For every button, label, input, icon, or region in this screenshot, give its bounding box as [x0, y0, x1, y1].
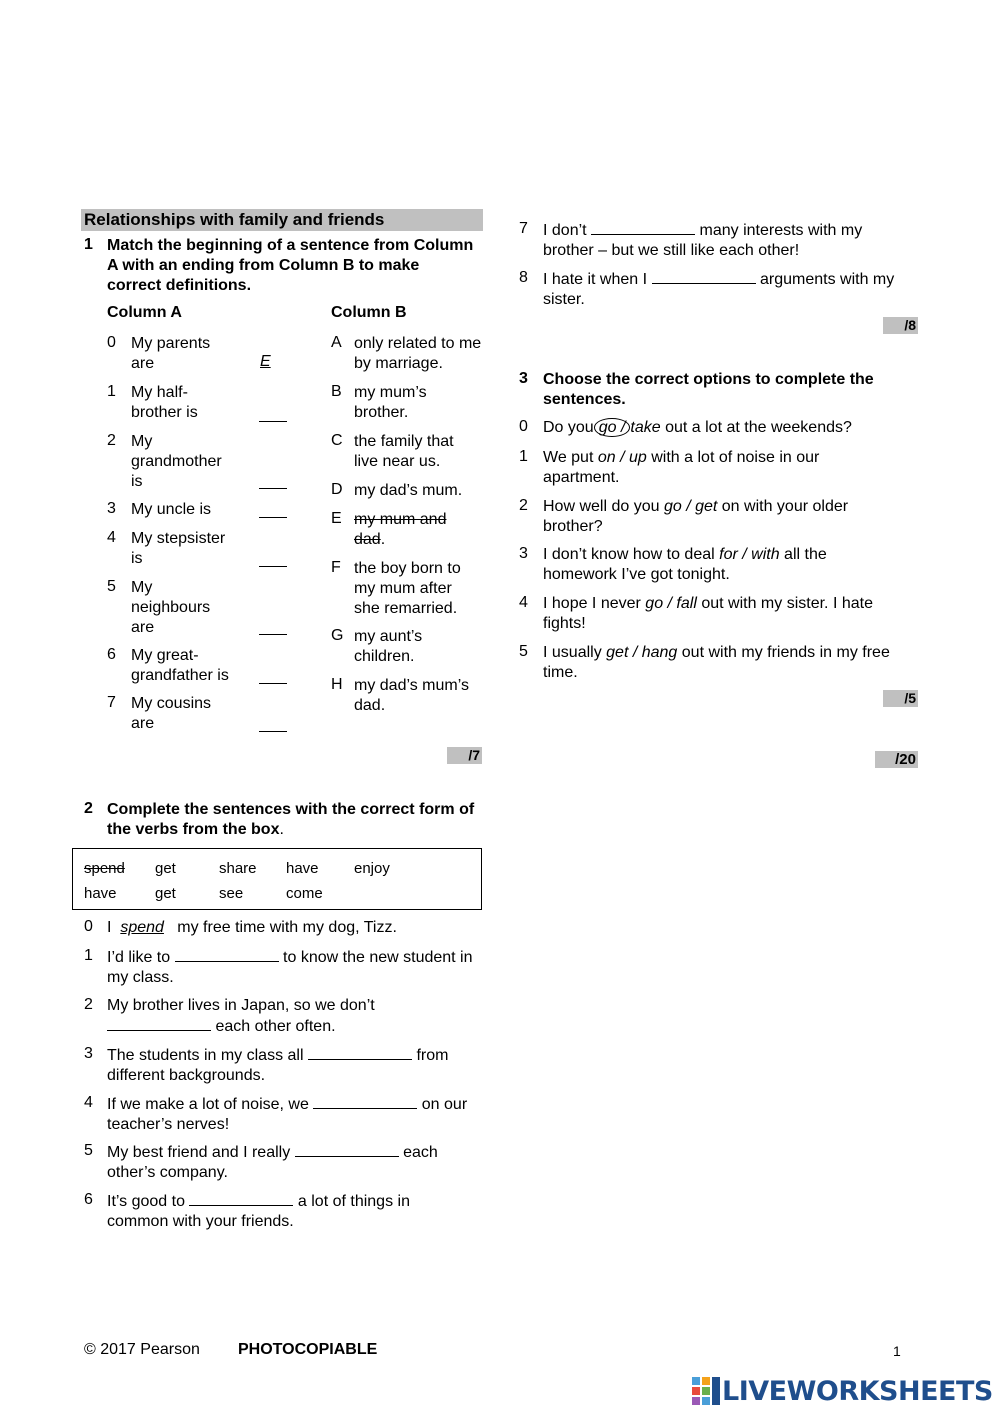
section-title: Relationships with family and friends [81, 209, 483, 231]
col-a-num: 5 [107, 578, 116, 595]
col-a-text: My cousins are [131, 695, 212, 732]
ex2-item-post: each other’s company. [107, 1144, 438, 1181]
gap-input[interactable] [175, 947, 279, 962]
ex2-example-pre: I [107, 919, 112, 936]
gap-input[interactable] [295, 1142, 399, 1157]
ex2-instruction-wrap [107, 800, 482, 840]
ex3-instruction: Choose the correct options to complete the sentences. [543, 371, 874, 408]
col-b-letter: E [331, 510, 342, 527]
ex2-item [543, 269, 918, 310]
ex2-item-pre: It’s good to [107, 1193, 185, 1210]
ex2-item-post: a lot of things in common with your friends. [107, 1193, 410, 1230]
ex3-score: /5 [883, 690, 918, 707]
logo-text: LIVEWORKSHEETS [722, 1375, 993, 1407]
ex2-item-post: arguments with my sister. [543, 271, 895, 308]
answer-blank-6[interactable] [259, 669, 287, 684]
col-b-letter: H [331, 676, 343, 693]
col-b-text: my aunt’s children. [354, 628, 423, 665]
gap-input[interactable] [652, 269, 756, 284]
ex3-item-num: 4 [519, 594, 528, 611]
ex3-options[interactable]: go / fall [645, 595, 697, 612]
ex2-item-num: 6 [84, 1191, 93, 1208]
col-b-text: the family that live near us. [354, 433, 454, 470]
ex3-item-num: 0 [519, 418, 528, 435]
gap-input[interactable] [591, 220, 695, 235]
ex2-item-pre: My brother lives in Japan, so we don’t [107, 997, 375, 1014]
liveworksheets-logo[interactable] [692, 1374, 993, 1408]
ex2-item-pre: My best friend and I really [107, 1144, 291, 1161]
ex2-example-answer: spend [120, 919, 164, 936]
col-a-text: My grandmother is [131, 433, 222, 490]
ex3-options[interactable]: go / get [663, 498, 718, 515]
col-a-answer-example: E [260, 353, 271, 370]
ex3-item [543, 643, 918, 683]
col-b-text-suffix: . [380, 531, 386, 548]
verb-box-word: see [219, 885, 244, 902]
ex2-instruction: Complete the sentences with the correct form of the verbs from the box [107, 801, 475, 838]
ex3-item-pre: How well do you [543, 498, 660, 515]
ex3-number: 3 [519, 370, 528, 387]
ex3-item-pre: I hope I never [543, 595, 641, 612]
col-b-text-used [354, 510, 454, 550]
col-b-text: my mum’s brother. [354, 384, 427, 421]
verb-box-word: come [286, 885, 323, 902]
verb-box-word: get [155, 885, 176, 902]
ex2-item [107, 1142, 467, 1183]
col-a-num: 2 [107, 432, 116, 449]
ex2-item-pre: I’d like to [107, 949, 171, 966]
ex3-item-post: out a lot at the weekends? [665, 419, 852, 436]
ex2-item-num: 0 [84, 918, 93, 935]
col-b-letter: D [331, 481, 343, 498]
answer-blank-2[interactable] [259, 474, 287, 489]
ex2-item-num: 7 [519, 220, 528, 237]
ex1-instruction: Match the beginning of a sentence from Column A with an ending from Column B to make correct definitions. [107, 237, 474, 294]
ex3-item [543, 448, 843, 488]
col-a-num: 6 [107, 646, 116, 663]
col-a-text: My neighbours are [131, 579, 211, 636]
col-a-num: 0 [107, 334, 116, 351]
ex3-item-pre: We put [543, 449, 594, 466]
ex2-item-num: 8 [519, 269, 528, 286]
ex3-example-circled: go / [594, 418, 631, 437]
col-b-text: the boy born to my mum after she remarried. [354, 560, 461, 617]
ex2-item [107, 996, 427, 1037]
ex3-item-num: 3 [519, 545, 528, 562]
ex3-item-post: with a lot of noise in our apartment. [543, 449, 820, 486]
col-a-text: My parents are [131, 335, 211, 372]
ex2-item-pre: If we make a lot of noise, we [107, 1096, 309, 1113]
col-b-header: Column B [331, 304, 407, 321]
ex3-item-pre: I usually [543, 644, 602, 661]
footer-copyright: © 2017 Pearson [84, 1341, 200, 1358]
verb-box-word: have [84, 885, 117, 902]
ex2-item-post: each other often. [215, 1018, 336, 1035]
ex2-item [107, 1191, 437, 1232]
ex2-item-pre: The students in my class all [107, 1047, 304, 1064]
verb-box-word-used: spend [84, 860, 125, 877]
ex3-options[interactable]: get / hang [606, 644, 678, 661]
verb-box-word: share [219, 860, 257, 877]
gap-input[interactable] [313, 1094, 417, 1109]
ex2-score: /8 [883, 317, 918, 334]
ex2-item-pre: I don’t [543, 222, 587, 239]
gap-input[interactable] [189, 1191, 293, 1206]
ex3-item [543, 594, 913, 634]
verb-box-word: enjoy [354, 860, 390, 877]
col-b-text-struck: my mum and dad [354, 511, 447, 548]
ex2-item-post: many interests with my brother – but we still like each other! [543, 222, 863, 259]
verb-box-word: get [155, 860, 176, 877]
ex1-score: /7 [447, 747, 482, 764]
ex2-item-pre: I hate it when I [543, 271, 648, 288]
ex3-item [543, 545, 853, 585]
ex3-item-post: out with my sister. I hate fights! [543, 595, 873, 632]
col-b-letter: A [331, 334, 342, 351]
col-b-letter: B [331, 383, 342, 400]
ex2-item-num: 2 [84, 996, 93, 1013]
ex2-item-post: on our teacher’s nerves! [107, 1096, 468, 1133]
ex3-item-num: 1 [519, 448, 528, 465]
ex2-item [543, 220, 888, 261]
ex3-item-pre: I don’t know how to deal [543, 546, 715, 563]
ex2-item-num: 1 [84, 947, 93, 964]
ex2-item [107, 1045, 482, 1086]
col-b-letter: C [331, 432, 343, 449]
col-a-text: My half-brother is [131, 384, 198, 421]
ex1-number: 1 [84, 236, 93, 253]
col-a-header: Column A [107, 304, 182, 321]
col-a-num: 3 [107, 500, 116, 517]
logo-icon [692, 1377, 720, 1405]
ex2-item [107, 1094, 487, 1135]
total-score: /20 [875, 751, 918, 768]
answer-blank-3[interactable] [259, 503, 287, 518]
ex3-item [543, 497, 883, 537]
answer-blank-7[interactable] [259, 717, 287, 732]
gap-input[interactable] [107, 1016, 211, 1031]
ex2-item-num: 5 [84, 1142, 93, 1159]
col-a-text: My great-grandfather is [131, 647, 229, 684]
ex3-item-pre: Do you [543, 419, 594, 436]
footer-photocopiable: PHOTOCOPIABLE [238, 1341, 378, 1358]
col-b-letter: G [331, 627, 344, 644]
ex2-item [107, 947, 482, 988]
ex3-item-num: 5 [519, 643, 528, 660]
col-b-letter: F [331, 559, 341, 576]
ex3-options[interactable]: for / with [719, 546, 780, 563]
col-b-text: my dad’s mum’s dad. [354, 677, 469, 714]
ex2-example-post: my free time with my dog, Tizz. [177, 919, 397, 936]
col-a-text: My stepsister is [131, 530, 226, 567]
ex3-item-post: all the homework I’ve got tonight. [543, 546, 827, 583]
gap-input[interactable] [308, 1045, 412, 1060]
ex3-item-post: out with my friends in my free time. [543, 644, 890, 681]
ex3-example-option: take [630, 419, 661, 436]
answer-blank-1[interactable] [259, 407, 287, 422]
answer-blank-5[interactable] [259, 620, 287, 635]
ex3-item-post: on with your older brother? [543, 498, 849, 535]
ex2-number: 2 [84, 800, 93, 817]
ex2-instruction-end: . [279, 821, 284, 838]
ex2-item-num: 3 [84, 1045, 93, 1062]
verb-box-word: have [286, 860, 319, 877]
ex3-item-num: 2 [519, 497, 528, 514]
ex2-item-num: 4 [84, 1094, 93, 1111]
col-a-text: My uncle is [131, 501, 212, 518]
col-a-num: 1 [107, 383, 116, 400]
verb-box [72, 848, 482, 910]
col-a-num: 7 [107, 694, 116, 711]
ex2-item-post: to know the new student in my class. [107, 949, 473, 986]
ex3-item [543, 418, 918, 438]
col-b-text: only related to me by marriage. [354, 335, 482, 372]
ex3-options[interactable]: on / up [597, 449, 647, 466]
answer-blank-4[interactable] [259, 552, 287, 567]
col-a-num: 4 [107, 529, 116, 546]
footer-page-number: 1 [893, 1343, 901, 1359]
col-b-text: my dad’s mum. [354, 482, 463, 499]
ex2-item-post: from different backgrounds. [107, 1047, 449, 1084]
ex2-example [107, 918, 477, 938]
